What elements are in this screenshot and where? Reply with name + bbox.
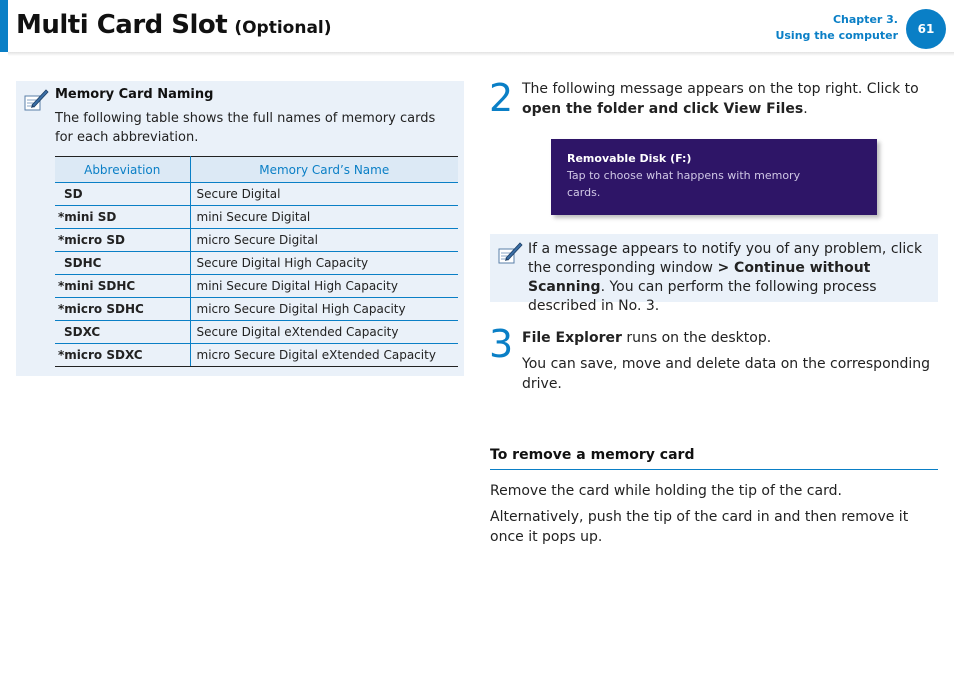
cell-abbreviation: SDHC xyxy=(55,252,190,275)
cell-name: Secure Digital High Capacity xyxy=(190,252,458,275)
table-row xyxy=(55,321,458,344)
cell-name: micro Secure Digital High Capacity xyxy=(190,298,458,321)
cell-name: mini Secure Digital xyxy=(190,206,458,229)
cell-abbreviation: *micro SD xyxy=(55,229,190,252)
memory-card-table xyxy=(55,156,458,367)
cell-abbreviation: SD xyxy=(55,183,190,206)
step-2-text-after: . xyxy=(803,101,808,117)
page-header xyxy=(0,0,954,56)
table-row xyxy=(55,344,458,367)
note2-text-after: . You can perform the following process described in No. 3. xyxy=(528,279,877,314)
header-accent-bar xyxy=(0,0,8,52)
scanning-note xyxy=(490,234,938,314)
table-row xyxy=(55,298,458,321)
cell-name: Secure Digital xyxy=(190,183,458,206)
pen-note-icon xyxy=(22,87,50,113)
step-2-number: 2 xyxy=(489,76,514,120)
note-text: The following table shows the full names of memory cards for each abbreviation. xyxy=(55,111,436,145)
step-2-text xyxy=(522,79,938,119)
page-number-badge: 61 xyxy=(906,9,946,49)
cell-abbreviation: *mini SDHC xyxy=(55,275,190,298)
table-row xyxy=(55,206,458,229)
removable-disk-notification[interactable] xyxy=(551,139,877,215)
chapter-label xyxy=(775,12,898,44)
note-title: Memory Card Naming xyxy=(55,87,214,102)
table-row xyxy=(55,183,458,206)
step-3-text-bold: File Explorer xyxy=(522,330,622,346)
step-2-text-bold: open the folder and click View Files xyxy=(522,101,804,117)
column-header-abbreviation: Abbreviation xyxy=(55,157,190,183)
cell-abbreviation: *micro SDXC xyxy=(55,344,190,367)
cell-name: mini Secure Digital High Capacity xyxy=(190,275,458,298)
memory-card-naming-note xyxy=(16,81,464,376)
scanning-note-text xyxy=(528,240,928,316)
table-row xyxy=(55,252,458,275)
cell-abbreviation: *micro SDHC xyxy=(55,298,190,321)
column-header-name: Memory Card’s Name xyxy=(190,157,458,183)
note2-text-bold: > Continue without Scanning xyxy=(528,260,871,295)
cell-name: Secure Digital eXtended Capacity xyxy=(190,321,458,344)
cell-name: micro Secure Digital xyxy=(190,229,458,252)
header-divider xyxy=(8,52,954,56)
step-3-number: 3 xyxy=(489,322,514,366)
step-3-text xyxy=(522,328,938,348)
note2-text-before: If a message appears to notify you of any problem, click the corresponding window xyxy=(528,241,923,276)
page-title-main: Multi Card Slot xyxy=(16,10,228,40)
page-title xyxy=(16,10,332,40)
remove-card-para-1: Remove the card while holding the tip of the card. xyxy=(490,483,842,499)
table-header-row xyxy=(55,157,458,183)
remove-card-heading: To remove a memory card xyxy=(490,447,938,470)
cell-abbreviation: SDXC xyxy=(55,321,190,344)
chapter-title: Using the computer xyxy=(775,29,898,42)
notification-title: Removable Disk (F:) xyxy=(567,152,692,165)
cell-abbreviation: *mini SD xyxy=(55,206,190,229)
step-3-text-2: You can save, move and delete data on the corresponding drive. xyxy=(522,356,931,392)
cell-name: micro Secure Digital eXtended Capacity xyxy=(190,344,458,367)
table-row xyxy=(55,229,458,252)
notification-text: Tap to choose what happens with memory cards. xyxy=(567,169,801,199)
chapter-number: Chapter 3. xyxy=(832,13,898,26)
step-2-text-before: The following message appears on the top right. Click to xyxy=(522,81,919,97)
step-3-text-after: runs on the desktop. xyxy=(621,330,772,346)
table-row xyxy=(55,275,458,298)
remove-card-para-2: Alternatively, push the tip of the card in and then remove it once it pops up. xyxy=(490,509,909,545)
pen-note-icon xyxy=(496,240,524,266)
page-title-suffix: (Optional) xyxy=(234,18,332,38)
